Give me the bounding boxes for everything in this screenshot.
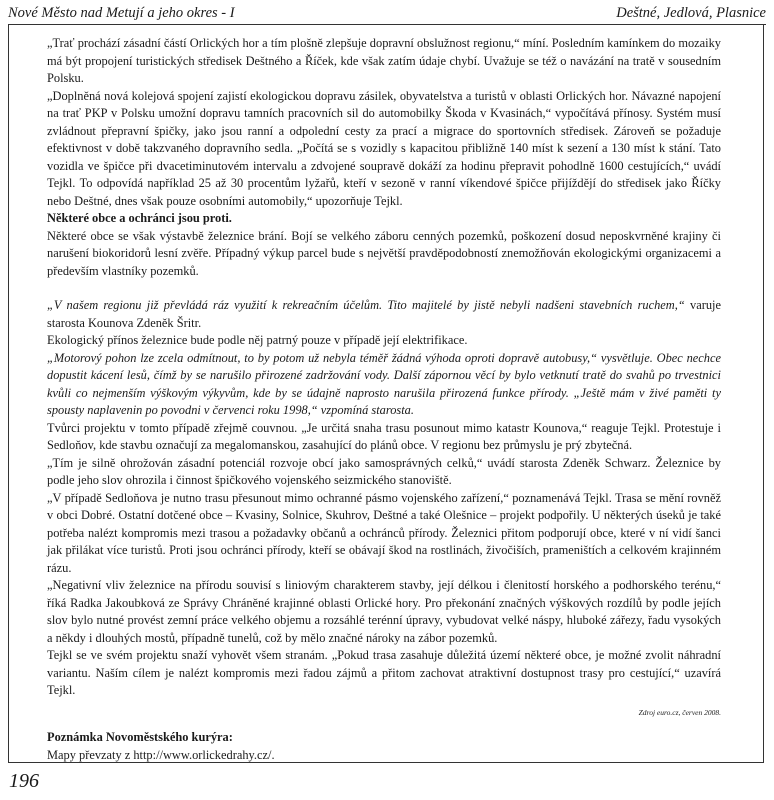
running-header: [8, 2, 766, 24]
paragraph: „Negativní vliv železnice na přírodu souvisí s liniovým charakterem stavby, její délkou i členitostí horského a podhorského terénu,“ říká Radka Jakoubková ze Správy Chráněné krajinné oblasti Orlické hory. Pro překonání značných výškových rozdílů by podle jejích slov bylo nutné provést zemní práce velkého objemu a rozsáhlé terénní úpravy, vybudovat velké náspy, hluboké zářezy, řadu vysokých a někdy i dlouhých mostů, případně tunelů, což by mělo značné nároky na zábor pozemků.: [47, 578, 721, 645]
quote: „V našem regionu již převládá ráz využití k rekreačním účelům. Tito majitelé by jistě nebyli nadšeni stavebních ruchem,“: [47, 298, 685, 312]
note-title: Poznámka Novoměstského kurýra:: [47, 730, 233, 744]
paragraph: „Doplněná nová kolejová spojení zajistí ekologickou dopravu zásilek, obyvatelstva a turistů v oblasti Orlických hor. Návazné napojení na trať PKP v Polsku umožní dopravu tamních pracovních sil do automobilky Škoda v Kvasinách,“ vypočítává přínosy. Systém musí zvládnout přepravní špičky, jako jsou ranní a odpolední cesty za prací a migrace do sportovních středisek. Zároveň se požaduje efektivnost v době takzvaného dopravního sedla. „Počítá se s vozidly s kapacitou přibližně 140 míst k sezení a 130 míst k stání. Tato vozidla ve špičce při dvacetiminutovém intervalu a zdvojené soupravě dokáží za hodinu přepravit pohodlně 1600 cestujících,“ uvádí Tejkl. To odpovídá například 25 až 30 procentům lyžařů, kteří v sezoně v ranní víkendové špičce přijíždějí do středisek jako Říčky nebo Deštné, dnes však pouze osobními automobily,“ upozorňuje Tejkl.: [47, 88, 721, 208]
note-text: Mapy převzaty z http://www.orlickedrahy.cz/.: [47, 747, 275, 762]
section-heading: Některé obce a ochránci jsou proti.: [47, 211, 232, 225]
paragraph: „Trať prochází zásadní částí Orlických hor a tím plošně zlepšuje dopravní obslužnost regionu,“ míní. Posledním kamínkem do mozaiky má být propojení turistických středisek Deštného a Říček, kde však zatím údaje chybí. Uvažuje se též o navázání na tratě v sousedním Polsku.: [47, 36, 721, 85]
paragraph: „Tím je silně ohrožován zásadní potenciál rozvoje obcí jako samosprávných celků,“ uvádí starosta Zdeněk Schwarz. Železnice by podle jeho slov ohrozila i činnost špičkového vojenského seizmického stanoviště.: [47, 455, 721, 487]
source-note: Zdroj euro.cz, červen 2008.: [638, 707, 721, 717]
header-left: Nové Město nad Metují a jeho okres - I: [8, 5, 235, 21]
paragraph: Tejkl se ve svém projektu snaží vyhovět všem stranám. „Pokud trasa zasahuje důležitá území některé obce, je možné zvolit náhradní variantu. Naším cílem je nalézt kompromis mezi řadou zájmů a přitom zachovat atraktivní dostupnost trasy pro cestující,“ uzavírá Tejkl.: [47, 648, 721, 697]
spacer: [47, 280, 721, 297]
paragraph: „V případě Sedloňova je nutno trasu přesunout mimo ochranné pásmo vojenského zařízení,“ poznamenává Tejkl. Trasa se mění rovněž v obci Dobré. Ostatní dotčené obce – Kvasiny, Solnice, Skuhrov, Deštné a také Olešnice – projekt podpořily. U některých úseků je také potřeba nalézt kompromis mezi trasou a požadavky občanů a ochránců přírody. Železnici přitom podporují obce, které v ní vidí šanci jak přilákat více turistů. Proti jsou ochránci přírody, kteří se obávají škod na rostlinách, živočiších, prameništích a celkovém krajinném rázu.: [47, 490, 721, 575]
article-body: [47, 35, 721, 764]
paragraph: Tvůrci projektu v tomto případě zřejmě couvnou. „Je určitá snaha trasu posunout mimo katastr Kounova,“ reaguje Tejkl. Protestuje i Sedloňov, kde stavbu označují za megalomanskou, zasahující do plánů obce. V regionu bez průmyslu je prý zbytečná.: [47, 420, 721, 452]
header-right: Deštné, Jedlová, Plasnice: [616, 5, 766, 21]
paragraph: Některé obce se však výstavbě železnice brání. Bojí se velkého záboru cenných pozemků, poškození dosud neposkvrněné krajiny či narušení biokoridorů lesní zvěře. Případný výkup parcel bude s největší pravděpodobností znemožňován ekologickými organizacemi a především vlastníky pozemků.: [47, 228, 721, 278]
paragraph: varuje starosta Kounova Zdeněk Šritr.: [47, 298, 721, 330]
paragraph: Ekologický přínos železnice bude podle něj patrný pouze v případě její elektrifikace.: [47, 333, 468, 347]
page-number: 196: [9, 770, 39, 792]
quote: „Motorový pohon lze zcela odmítnout, to by potom už nebyla téměř žádná výhoda oproti dopravě autobusy,“ vysvětluje. Obec nechce dopustit kácení lesů, čímž by se narušilo přirozené zadržování vody. Další zápornou věcí by bylo vetknutí tratě do svahů po trvestnici kvůli co nejmenším výškovým výkyvům, kde by se údajně naprosto narušila přirozená funkce přírody. „Ještě mám v živé paměti ty spousty naplavenin po povodni v červenci roku 1998,“ vzpomíná starosta.: [47, 350, 721, 417]
